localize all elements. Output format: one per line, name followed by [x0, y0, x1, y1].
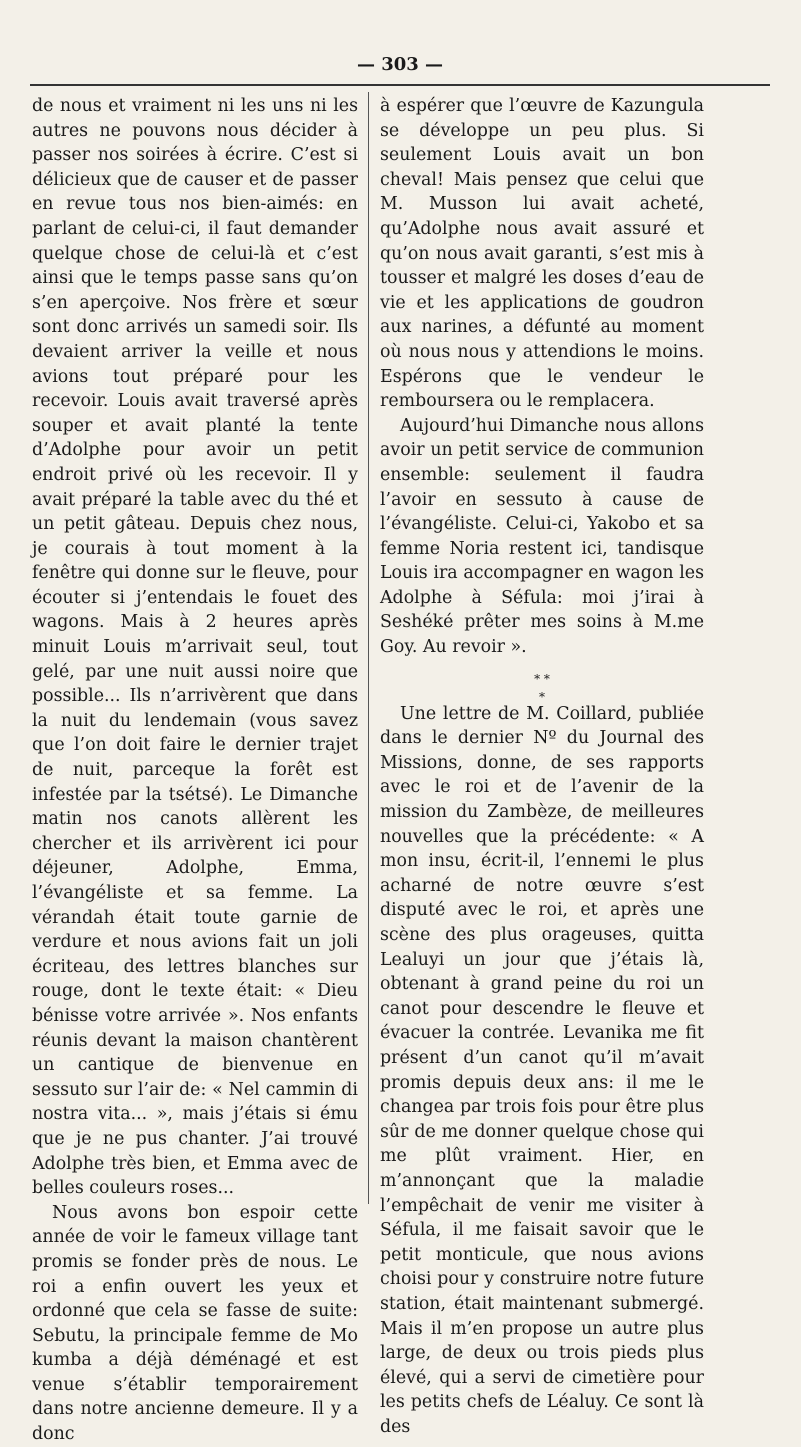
right-paragraph-2: Aujourd’hui Dimanche nous allons avoir un petit service de communion ensemble: seulement il faudra l’avoir en sessuto à cause de l’évangéliste. Celui-ci, Yakobo et sa femme Noria restent ici, tandisque Louis ira accompagner en wagon les Adolphe à Séfula: moi j’irai à Seshéké prêter mes soins à M.me Goy. Au revoir ».: [380, 415, 704, 658]
right-paragraph-3: Une lettre de M. Coillard, publiée dans le dernier Nº du Journal des Missions, donne, de ses rapports avec le roi et de l’avenir de la mission du Zambèze, de meilleures nouvelles que la précédente: « A mon insu, écrit-il, l’ennemi le plus acharné de notre œuvre s’est disputé avec le roi, et après une scène des plus orageuses, quitta Lealuyi un jour que j’étais là, obtenant à grand peine du roi un canot pour descendre le fleuve et évacuer la contrée. Levanika me fit présent d’un canot qu’il m’avait promis depuis deux ans: il me le changea par trois fois pour être plus sûr de me donner quelque chose qui me plût vraiment. Hier, en m’annonçant que la maladie l’empêchait de venir me visiter à Séfula, il me faisait savoir que le petit monticule, que nous avions choisi pour y construire notre future station, était maintenant submergé. Mais il m’en propose un autre plus large, de deux ou trois pieds plus élevé, qui a servi de cimetière pour les petits chefs de Léaluy. Ce sont là des: [380, 703, 704, 1437]
right-paragraph-1: à espérer que l’œuvre de Kazungula se développe un peu plus. Si seulement Louis avait un bon cheval! Mais pensez que celui que M. Musson lui avait acheté, qu’Adolphe nous avait assuré et qu’on nous avait garanti, s’est mis à tousser et malgré les doses d’eau de vie et les applications de goudron aux narines, a défunté au moment où nous nous y attendions le moins. Espérons que le vendeur le remboursera ou le remplacera.: [380, 96, 704, 412]
column-divider: [368, 92, 369, 1204]
right-column: [380, 94, 704, 1437]
page-number: — 303 —: [356, 54, 444, 75]
section-asterism: * * *: [534, 671, 550, 704]
left-paragraph-1: de nous et vraiment ni les uns ni les autres ne pouvons nous décider à passer nos soirées à écrire. C’est si délicieux que de causer et de passer en revue tous nos bien-aimés: en parlant de celui-ci, il faut demander quelque chose de celui-là et c’est ainsi que le temps passe sans qu’on s’en aperçoive. Nos frère et sœur sont donc arrivés un samedi soir. Ils devaient arriver la veille et nous avions tout préparé pour les recevoir. Louis avait traversé après souper et avait planté la tente d’Adolphe pour avoir un petit endroit privé où les recevoir. Il y avait préparé la table avec du thé et un petit gâteau. Depuis chez nous, je courais à tout moment à la fenêtre qui donne sur le fleuve, pour écouter si j’entendais le fouet des wagons. Mais à 2 heures après minuit Louis m’arrivait seul, tout gelé, par une nuit aussi noire que possible... Ils n’arrivèrent que dans la nuit du lendemain (vous savez que l’on doit faire le dernier trajet de nuit, parceque la forêt est infestée par la tsétsé). Le Dimanche matin nos canots allèrent les chercher et ils arrivèrent ici pour déjeuner, Adolphe, Emma, l’évangéliste et sa femme. La vérandah était toute garnie de verdure et nous avions fait un joli écriteau, des lettres blanches sur rouge, dont le texte était: « Dieu bénisse votre arrivée ». Nos enfants réunis devant la maison chantèrent un cantique de bienvenue en sessuto sur l’air de: « Nel cammin di nostra vita... », mais j’étais si ému que je ne pus chanter. J’ai trouvé Adolphe très bien, et Emma avec de belles couleurs roses...: [32, 96, 358, 1199]
left-column: [32, 94, 358, 1445]
header-rule: [30, 84, 770, 86]
left-paragraph-2: Nous avons bon espoir cette année de voir le fameux village tant promis se fonder près de nous. Le roi a enfin ouvert les yeux et ordonné que cela se fasse de suite: Sebutu, la principale femme de Mo kumba a déjà déménagé et est venue s’établir temporairement dans notre ancienne demeure. Il y a donc: [32, 1202, 358, 1445]
